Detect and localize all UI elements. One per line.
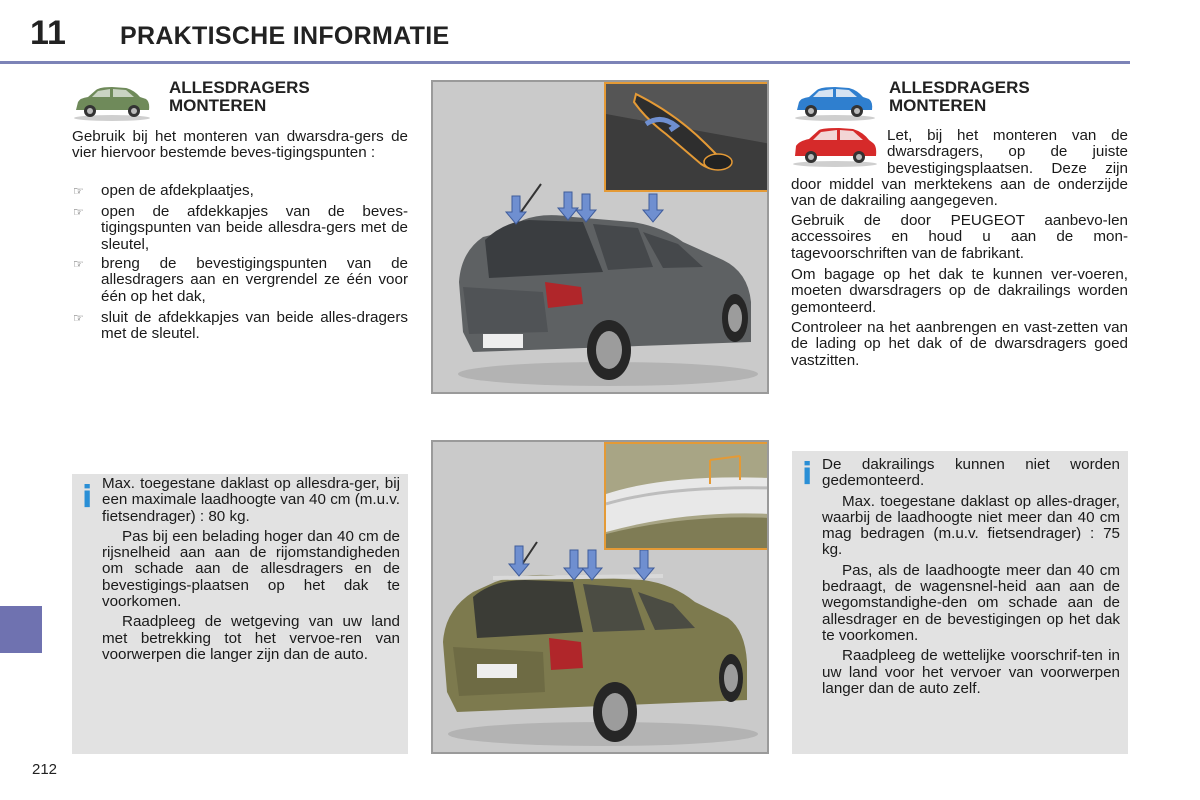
info-paragraph: Max. toegestane daklast op allesdra-ger, bij een maximale laadhoogte van 40 cm (m.u.v. fietsendrager) : 80 kg. [102,475,400,525]
info-icon: i [802,457,813,492]
chapter-number: 11 [30,14,66,52]
right-title-line-2: MONTEREN [889,96,987,115]
bullet-item [73,309,408,343]
page-number: 212 [32,761,58,778]
left-title-line-2: MONTEREN [169,96,267,115]
roof-mount-detail-inset [604,82,769,192]
icon-float-spacer [791,128,887,176]
right-para-4: Controleer na het aanbrengen en vast-zetten van de lading op het dak of de dwarsdragers goed vastzitten. [791,319,1128,369]
page-title: PRAKTISCHE INFORMATIE [120,22,450,50]
info-paragraph: Pas bij een belading hoger dan 40 cm de rijsnelheid aan aan de rijomstandigheden om schade aan de allesdragers en de bevestigings-plaatsen op het dak te voorkomen. [102,527,400,611]
bullet-text: sluit de afdekkapjes van beide alles-dragers met de sleutel. [101,309,408,343]
info-paragraph: De dakrailings kunnen niet worden gedemonteerd. [822,456,1120,490]
green-hatchback-car-icon [72,82,152,122]
left-intro-text: Gebruik bij het monteren van dwarsdra-gers de vier hiervoor bestemde beves-tigingspunten : [72,128,408,162]
right-info-text [822,457,1120,701]
left-info-box [72,474,408,754]
info-icon: i [82,480,93,515]
pointing-hand-icon: ☞ [73,311,84,325]
pointing-hand-icon: ☞ [73,184,84,198]
right-info-box [792,451,1128,754]
bullet-text: open de afdekplaatjes, [101,182,254,199]
right-para-2: Gebruik de door PEUGEOT aanbevo-len accessoires en houd u aan de mon-tagevoorschriften van de fabrikant. [791,212,1128,262]
blue-hatchback-car-icon [793,82,877,122]
info-paragraph: Raadpleeg de wettelijke voorschrif-ten in uw land voor het vervoer van voorwerpen langer dan de auto zelf. [822,647,1120,697]
left-info-text [102,476,400,667]
right-para-1 [791,128,1128,209]
right-title-line-1: ALLESDRAGERS [889,78,1030,97]
info-paragraph: Pas, als de laadhoogte meer dan 40 cm bedraagt, de wagensnel-heid aan aan de wegomstandighe-den om schade aan de allesdrager en de bevestigingen op het dak te voorkomen. [822,561,1120,644]
roof-rail-detail-inset [604,442,769,550]
bullet-text: breng de bevestigingspunten van de allesdragers aan en vergrendel ze één voor één op het dak, [101,255,408,305]
info-paragraph: Max. toegestane daklast op alles-drager, waarbij de laadhoogte niet meer dan 40 cm mag bedragen (m.u.v. fietsendrager) : 75 kg. [822,492,1120,559]
right-para-3: Om bagage op het dak te kunnen ver-voeren, moeten dwarsdragers op de dakrailings worden gemonteerd. [791,266,1128,316]
pointing-hand-icon: ☞ [73,257,84,271]
bullet-item [73,255,408,305]
bullet-text: open de afdekkapjes van de beves-tigingspunten van beide allesdra-gers met de sleutel, [101,203,408,253]
left-section-title [169,79,310,115]
bullet-item [73,182,408,199]
green-estate-rear-view-with-roof-rail-arrows [431,440,769,754]
pointing-hand-icon: ☞ [73,205,84,219]
left-title-line-1: ALLESDRAGERS [169,78,310,97]
right-para-1-text: Let, bij het monteren van de dwarsdragers, op de juiste bevestigingsplaatsen. Deze zijn door middel van merktekens aan de onderzijde van de dakrailing aangegeven. [791,127,1128,210]
header-divider [0,61,1130,64]
bullet-item [73,203,408,253]
chapter-side-tab [0,606,42,653]
grey-hatchback-rear-view-with-roof-mount-arrows [431,80,769,394]
right-section-title [889,79,1030,115]
info-paragraph: Raadpleeg de wetgeving van uw land met betrekking tot het vervoe-ren van voorwerpen die langer zijn dan de auto. [102,613,400,663]
